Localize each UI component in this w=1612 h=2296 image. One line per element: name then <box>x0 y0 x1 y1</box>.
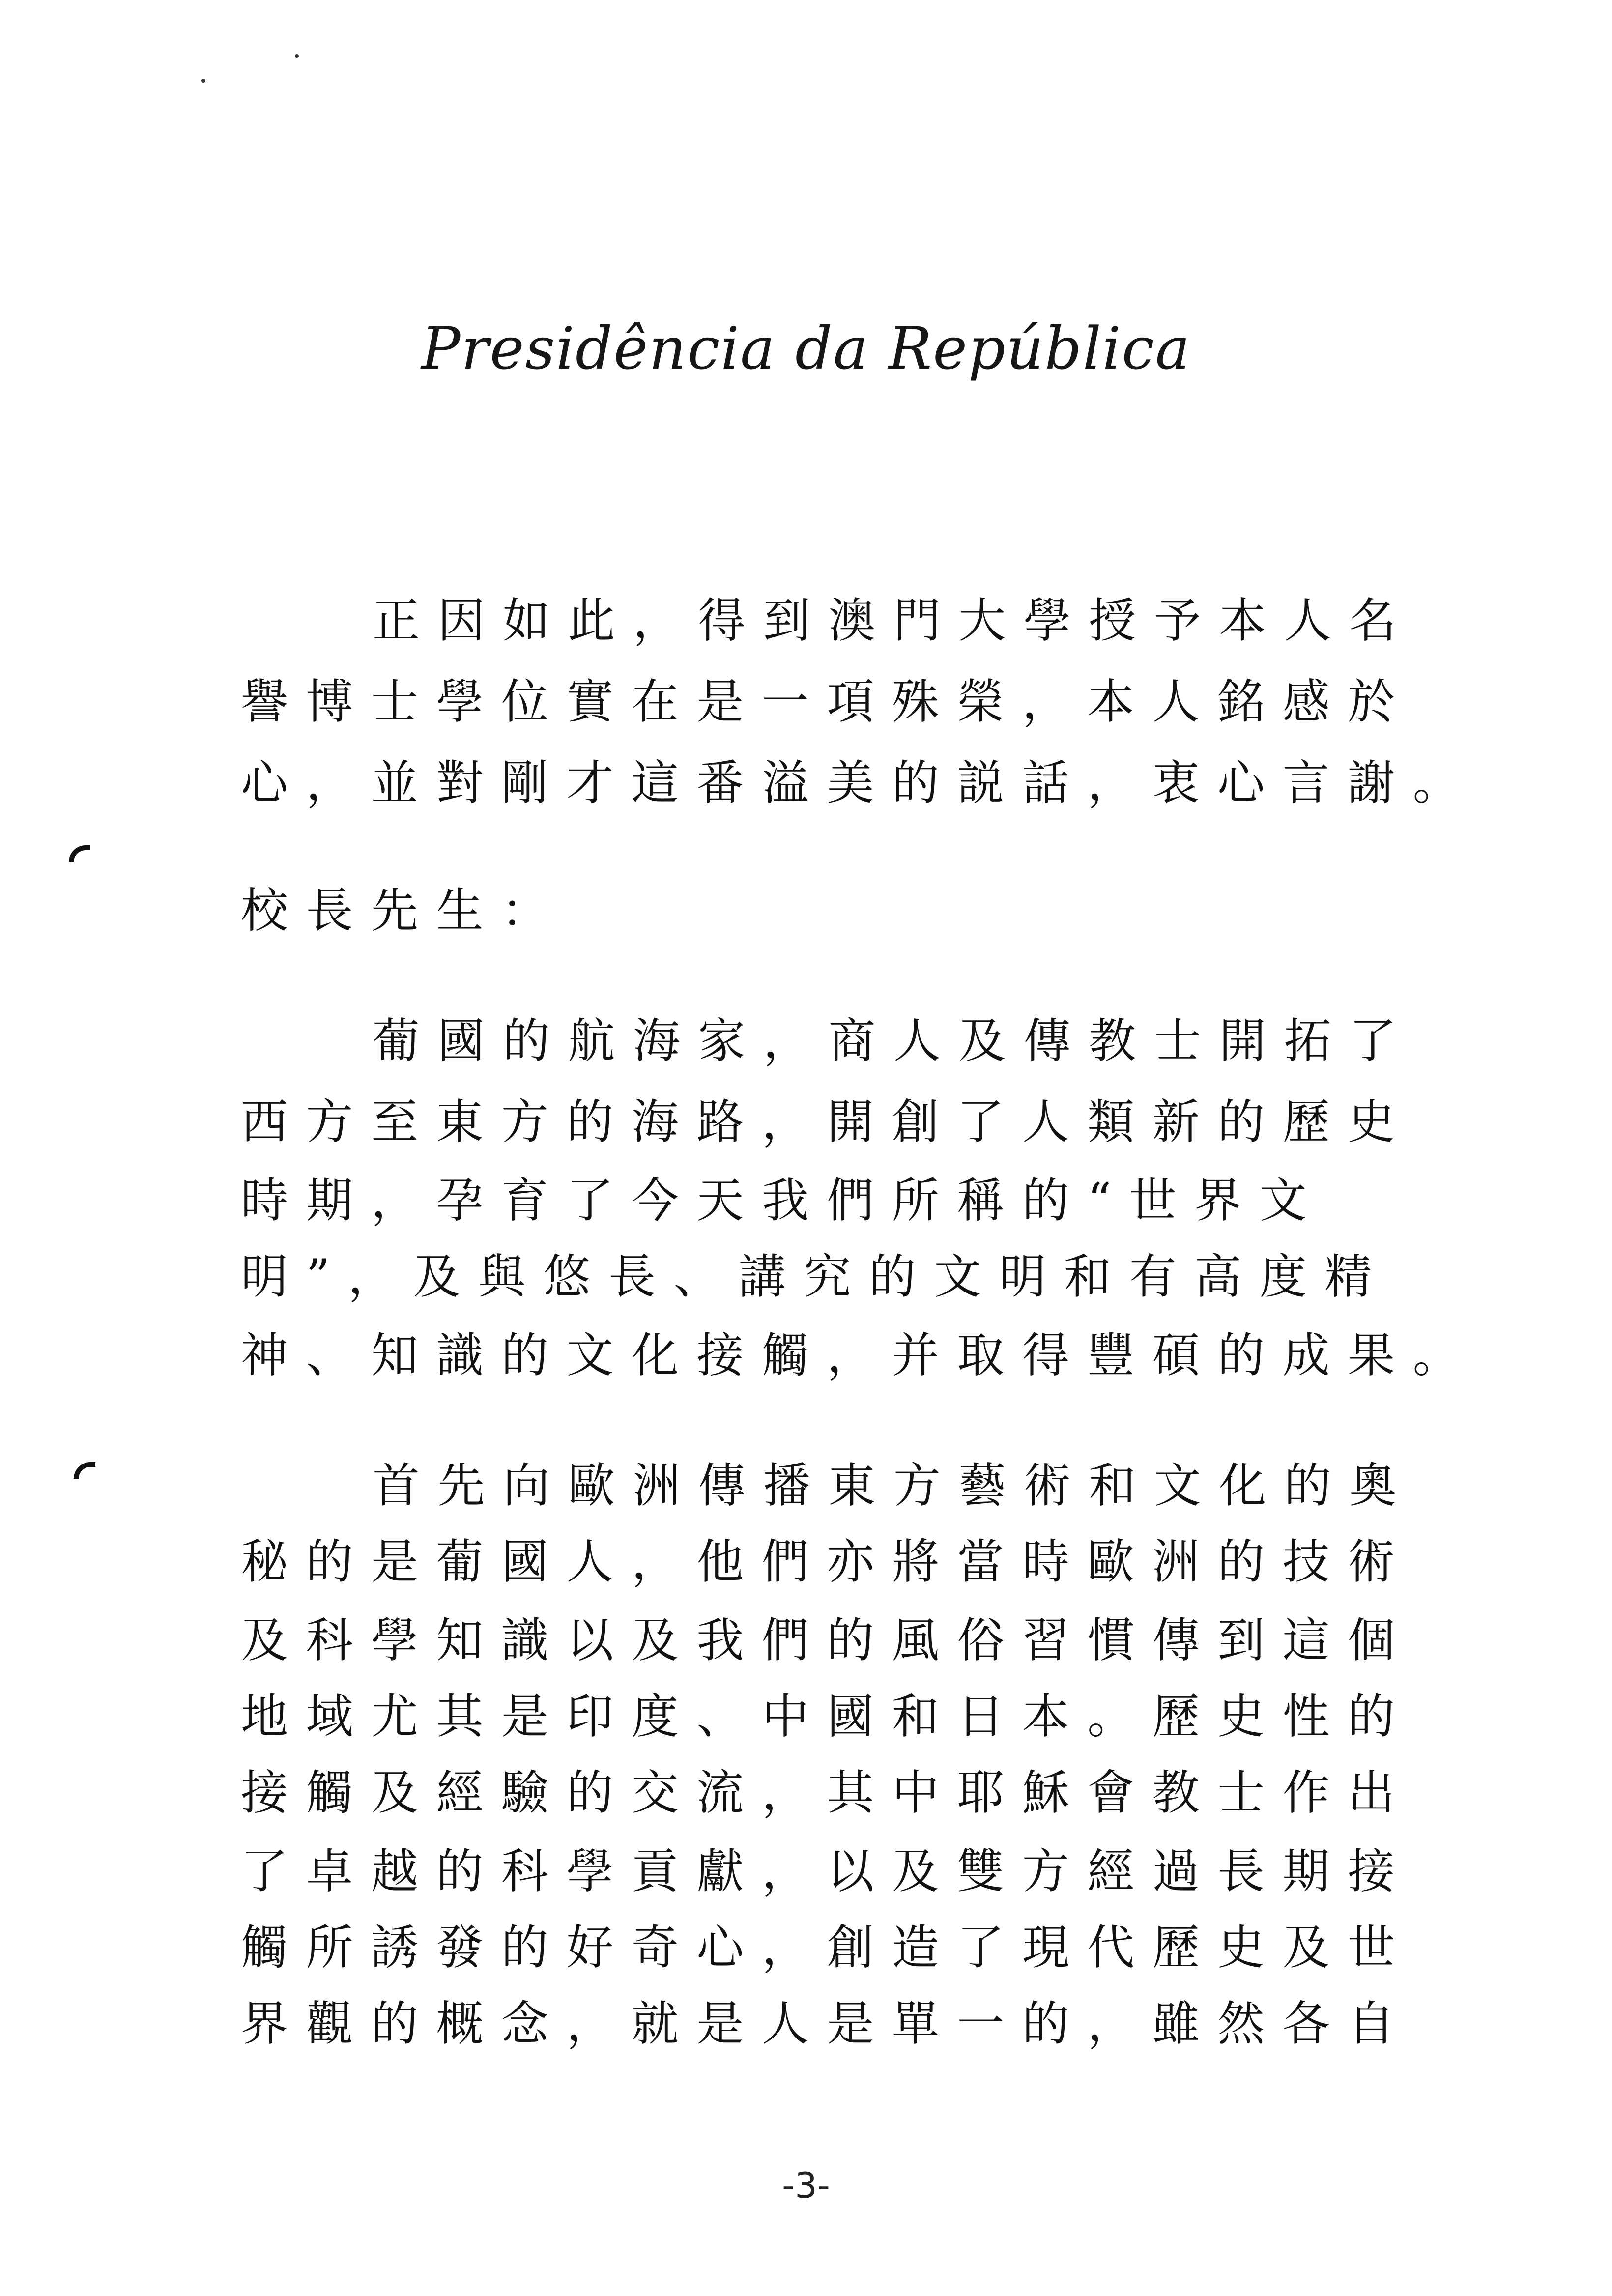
text-line: 秘的是葡國人，他們亦將當時歐洲的技術 <box>241 1534 1413 1589</box>
text-line: 明”，及與悠長、講究的文明和有高度精 <box>241 1249 1390 1304</box>
text-line: 譽博士學位實在是一項殊榮，本人銘感於 <box>241 674 1413 729</box>
text-line: 界觀的概念，就是人是單一的，雖然各自 <box>241 1996 1413 2051</box>
text-line: 及科學知識以及我們的風俗習慣傳到這個 <box>241 1613 1413 1668</box>
text-line: 西方至東方的海路，開創了人類新的歷史 <box>241 1094 1413 1149</box>
text-line: 接觸及經驗的交流，其中耶穌會教士作出 <box>241 1765 1413 1820</box>
text-line: 地域尤其是印度、中國和日本。歷史性的 <box>241 1689 1413 1744</box>
text-line: 正因如此，得到澳門大學授予本人名 <box>373 593 1414 648</box>
text-line: 神、知識的文化接觸，并取得豐碩的成果。 <box>241 1328 1478 1383</box>
text-line: 了卓越的科學貢獻，以及雙方經過長期接 <box>241 1844 1413 1899</box>
punch-mark <box>74 1462 95 1479</box>
page-number: -3- <box>782 2165 830 2206</box>
punch-mark <box>69 845 90 862</box>
salutation: 校長先生： <box>241 883 567 938</box>
text-line: 葡國的航海家，商人及傳教士開拓了 <box>373 1013 1414 1068</box>
scan-speck <box>295 54 299 58</box>
letterhead: Presidência da República <box>421 315 1191 382</box>
text-line: 觸所誘發的好奇心，創造了現代歷史及世 <box>241 1920 1413 1975</box>
scan-speck <box>202 79 205 83</box>
text-line: 首先向歐洲傳播東方藝術和文化的奧 <box>373 1458 1414 1513</box>
text-line: 心，並對剛才這番溢美的説話，衷心言謝。 <box>241 755 1478 810</box>
text-line: 時期，孕育了今天我們所稱的“世界文 <box>241 1173 1325 1228</box>
